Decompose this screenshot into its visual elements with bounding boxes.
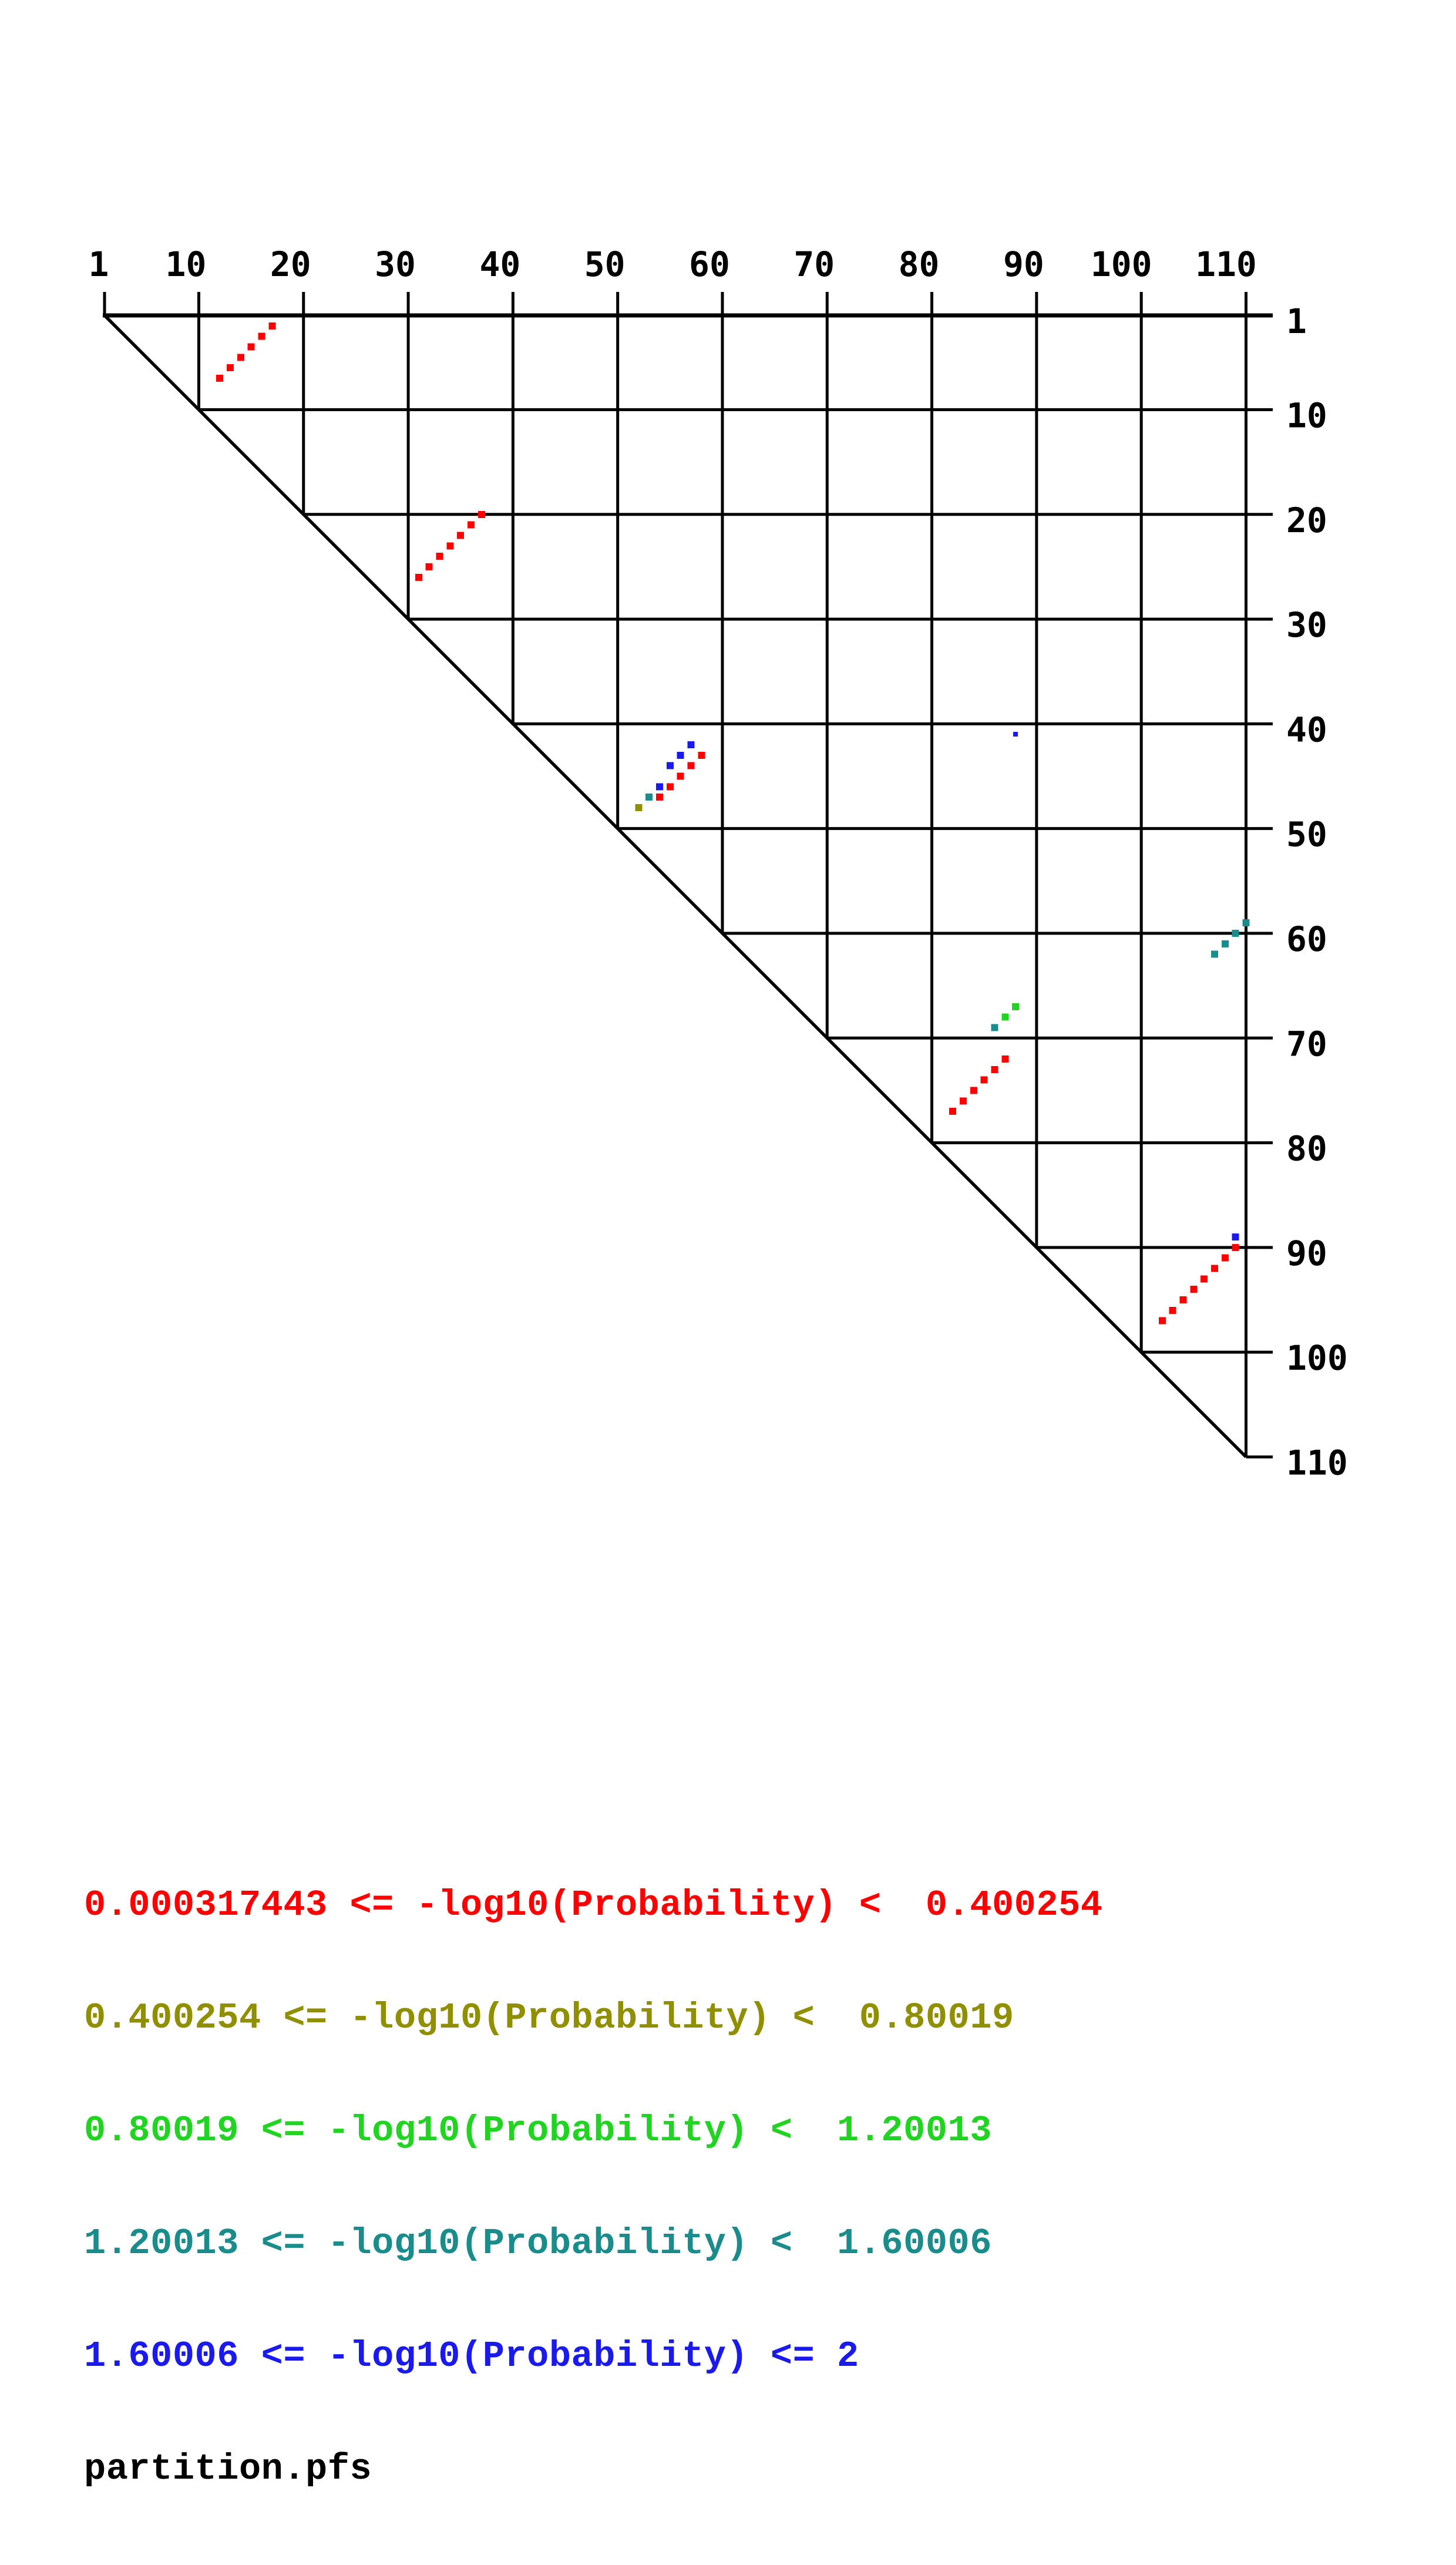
probability-dot bbox=[1211, 951, 1218, 958]
probability-dot bbox=[1012, 1003, 1019, 1010]
probability-dot bbox=[1232, 1233, 1239, 1241]
probability-dot bbox=[687, 741, 694, 748]
probability-dot bbox=[991, 1024, 998, 1031]
legend-line-4: 1.20013 <= -log10(Probability) < 1.60006 bbox=[84, 2223, 992, 2264]
probability-dot bbox=[436, 553, 443, 560]
top-axis-label: 110 bbox=[1195, 244, 1257, 284]
probability-dot bbox=[970, 1087, 977, 1094]
top-axis-label: 50 bbox=[584, 244, 626, 284]
probability-dot bbox=[1190, 1286, 1197, 1293]
top-axis-label: 90 bbox=[1003, 244, 1044, 284]
probability-dot bbox=[687, 762, 694, 769]
probability-dot bbox=[1211, 1265, 1218, 1272]
probability-dot bbox=[1232, 1244, 1239, 1251]
right-axis-label: 1 bbox=[1286, 301, 1307, 341]
probability-dot bbox=[1222, 940, 1229, 947]
probability-dot bbox=[991, 1066, 998, 1073]
right-axis-label: 70 bbox=[1286, 1024, 1327, 1064]
right-axis-label: 20 bbox=[1286, 500, 1327, 540]
probability-dot bbox=[960, 1097, 967, 1104]
legend-line-5: 1.60006 <= -log10(Probability) <= 2 bbox=[84, 2335, 859, 2377]
probability-dot bbox=[1169, 1307, 1176, 1314]
probability-dot bbox=[478, 511, 485, 518]
legend-line-2: 0.400254 <= -log10(Probability) < 0.80019 bbox=[84, 1997, 1014, 2039]
right-axis-label: 50 bbox=[1286, 814, 1327, 855]
top-axis-label: 20 bbox=[270, 244, 311, 284]
probability-dot bbox=[1001, 1014, 1008, 1021]
probability-dot bbox=[645, 794, 653, 801]
probability-dot bbox=[677, 752, 684, 759]
top-axis-label: 70 bbox=[793, 244, 835, 284]
probability-dot bbox=[227, 364, 234, 371]
diagonal-line bbox=[105, 315, 1246, 1457]
probability-dot bbox=[698, 752, 705, 759]
probability-dot bbox=[667, 783, 674, 790]
top-axis-label: 30 bbox=[375, 244, 416, 284]
right-axis-label: 10 bbox=[1286, 395, 1327, 436]
probability-dot bbox=[656, 794, 663, 801]
probability-dot bbox=[635, 804, 642, 811]
top-axis-label: 10 bbox=[165, 244, 207, 284]
top-axis-label: 40 bbox=[479, 244, 521, 284]
probability-dot bbox=[949, 1108, 956, 1115]
probability-dot bbox=[1159, 1317, 1166, 1324]
file-name-label: partition.pfs bbox=[84, 2448, 372, 2490]
legend bbox=[84, 1811, 1102, 2563]
right-axis-label: 110 bbox=[1286, 1443, 1348, 1483]
probability-dot bbox=[415, 574, 422, 581]
probability-dot bbox=[1242, 919, 1249, 926]
probability-dot bbox=[457, 532, 464, 539]
probability-dot bbox=[667, 762, 674, 769]
right-axis-label: 100 bbox=[1286, 1338, 1348, 1379]
probability-dot bbox=[268, 322, 275, 330]
probability-dot bbox=[248, 343, 255, 350]
probability-dot bbox=[1232, 930, 1239, 937]
top-axis-label: 1 bbox=[88, 244, 109, 284]
probability-dot bbox=[1201, 1275, 1208, 1282]
probability-dot bbox=[656, 783, 663, 790]
top-axis-label: 60 bbox=[689, 244, 730, 284]
right-axis-label: 80 bbox=[1286, 1128, 1327, 1169]
legend-line-1: 0.000317443 <= -log10(Probability) < 0.400254 bbox=[84, 1884, 1103, 1926]
probability-dot bbox=[258, 333, 265, 340]
probability-dot bbox=[1013, 732, 1018, 737]
probability-dot bbox=[1001, 1055, 1008, 1063]
probability-dot bbox=[677, 773, 684, 780]
probability-dot bbox=[426, 563, 433, 570]
legend-line-3: 0.80019 <= -log10(Probability) < 1.20013 bbox=[84, 2110, 992, 2151]
top-axis-label: 100 bbox=[1090, 244, 1152, 284]
probability-dot bbox=[446, 542, 453, 549]
probability-dot bbox=[216, 375, 223, 382]
right-axis-label: 60 bbox=[1286, 919, 1327, 959]
probability-dot bbox=[1222, 1255, 1229, 1262]
top-axis-label: 80 bbox=[898, 244, 940, 284]
right-axis-label: 30 bbox=[1286, 605, 1327, 646]
probability-dot bbox=[237, 354, 244, 361]
probability-dot bbox=[981, 1077, 988, 1084]
right-axis-label: 90 bbox=[1286, 1233, 1327, 1273]
probability-dot bbox=[1179, 1296, 1186, 1303]
probability-dot bbox=[468, 522, 475, 529]
right-axis-label: 40 bbox=[1286, 710, 1327, 750]
